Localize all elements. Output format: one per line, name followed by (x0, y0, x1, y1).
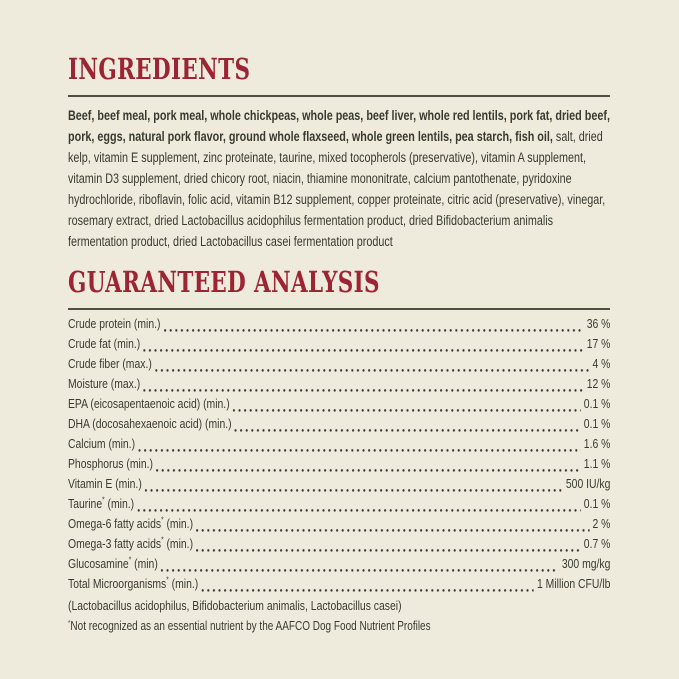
microorganisms-subnote: (Lactobacillus acidophilus, Bifidobacterium animalis, Lactobacillus casei) (68, 598, 402, 613)
ingredients-title: INGREDIENTS (68, 52, 251, 86)
analysis-row-label: Phosphorus (min.) (68, 456, 153, 471)
analysis-row-label: Moisture (max.) (68, 376, 141, 391)
analysis-row-value: 500 IU/kg (565, 476, 611, 491)
analysis-row-value: 1 Million CFU/lb (537, 576, 611, 591)
ingredients-primary-list: Beef, beef meal, pork meal, whole chickpeas, whole peas, beef liver, whole red lentils, pork fat, dried beef, pork, eggs, natural pork flavor, ground whole flaxseed, whole green lentils, pea starch, fish oil, (68, 108, 610, 144)
analysis-row (68, 436, 610, 456)
analysis-row (68, 456, 610, 476)
analysis-row-label: Glucosamine* (min) (68, 555, 158, 571)
analysis-row-value: 0.1 % (583, 496, 611, 511)
analysis-row (68, 496, 610, 516)
analysis-row (68, 516, 610, 536)
dot-leader (196, 549, 580, 552)
analysis-row (68, 556, 610, 576)
dot-leader (201, 589, 533, 592)
analysis-row-label: Omega-6 fatty acids* (min.) (68, 515, 194, 531)
analysis-row-label: Crude fat (min.) (68, 336, 141, 351)
analysis-row-label: DHA (docosahexaenoic acid) (min.) (68, 416, 232, 431)
label-content (68, 52, 610, 636)
analysis-row (68, 336, 610, 356)
analysis-row-value: 17 % (586, 336, 611, 351)
aafco-footnote: *Not recognized as an essential nutrient by the AAFCO Dog Food Nutrient Profiles (68, 617, 431, 633)
dot-leader (156, 469, 580, 472)
guaranteed-analysis-section (68, 265, 610, 636)
dot-leader (235, 429, 581, 432)
dot-leader (143, 349, 583, 352)
dot-leader (196, 529, 589, 532)
analysis-row-value: 0.7 % (583, 536, 611, 551)
ingredients-divider (68, 95, 610, 97)
dot-leader (138, 449, 580, 452)
analysis-row-value: 1.1 % (583, 456, 611, 471)
dot-leader (145, 489, 563, 492)
analysis-row-value: 2 % (592, 516, 611, 531)
analysis-row-label: Taurine* (min.) (68, 495, 135, 511)
analysis-row-label: Calcium (min.) (68, 436, 136, 451)
analysis-row-label: EPA (eicosapentaenoic acid) (min.) (68, 396, 230, 411)
dot-leader (164, 329, 584, 332)
dot-leader (143, 389, 583, 392)
analysis-row-value: 12 % (586, 376, 611, 391)
dot-leader (233, 409, 581, 412)
ingredients-secondary-list: salt, dried kelp, vitamin E supplement, zinc proteinate, taurine, mixed tocopherols (preservative), vitamin A supplement, vitamin D3 supplement, dried chicory root, niacin, thiamine mononitrate, calcium pantothenate, pyridoxine hydrochloride, riboflavin, folic acid, vitamin B12 supplement, copper proteinate, citric acid (preservative), vinegar, rosemary extract, dried Lactobacillus acidophilus fermentation product, dried Bifidobacterium animalis fermentation product, dried Lactobacillus casei fermentation product (68, 129, 606, 249)
analysis-row (68, 316, 610, 336)
ingredients-section (68, 52, 610, 252)
analysis-row-value: 36 % (586, 316, 611, 331)
analysis-row (68, 576, 610, 596)
analysis-row (68, 416, 610, 436)
guaranteed-analysis-title: GUARANTEED ANALYSIS (68, 265, 380, 299)
analysis-row-value: 300 mg/kg (561, 556, 611, 571)
guaranteed-analysis-divider (68, 308, 610, 310)
dot-leader (137, 509, 580, 512)
analysis-row-value: 4 % (592, 356, 611, 371)
analysis-row (68, 536, 610, 556)
dot-leader (161, 569, 559, 572)
analysis-row (68, 396, 610, 416)
analysis-row-label: Vitamin E (min.) (68, 476, 142, 491)
analysis-table (68, 316, 610, 596)
analysis-row-label: Crude fiber (max.) (68, 356, 152, 371)
analysis-row-label: Total Microorganisms* (min.) (68, 575, 199, 591)
analysis-row (68, 376, 610, 396)
analysis-row (68, 476, 610, 496)
analysis-row-value: 0.1 % (583, 416, 611, 431)
analysis-row (68, 356, 610, 376)
dot-leader (155, 369, 589, 372)
analysis-row-label: Crude protein (min.) (68, 316, 161, 331)
analysis-row-value: 1.6 % (583, 436, 611, 451)
analysis-row-value: 0.1 % (583, 396, 611, 411)
ingredients-paragraph (68, 105, 610, 252)
analysis-row-label: Omega-3 fatty acids* (min.) (68, 535, 194, 551)
